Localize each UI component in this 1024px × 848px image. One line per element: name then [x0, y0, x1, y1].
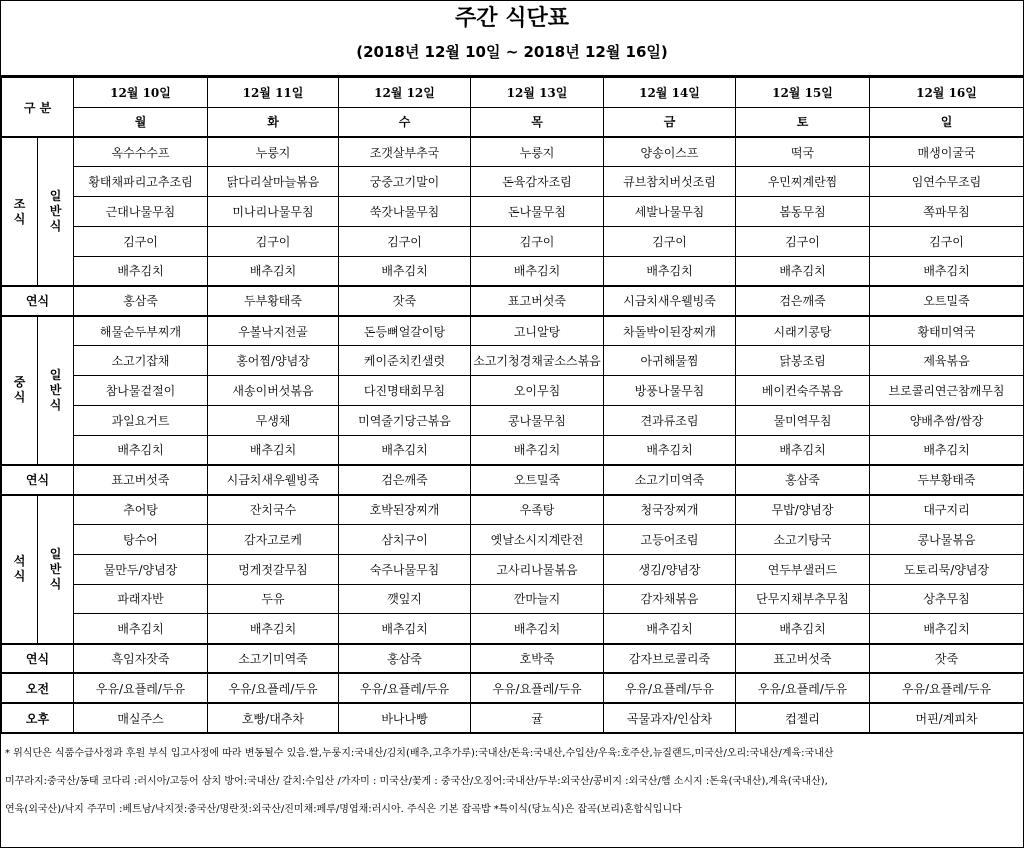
- menu-item: 감자고로케: [208, 524, 339, 554]
- menu-item: 배추김치: [74, 435, 208, 465]
- soft-label: 연식: [2, 465, 74, 495]
- menu-item: 김구이: [74, 226, 208, 256]
- soft-label: 연식: [2, 286, 74, 316]
- soft-item: 홍삼죽: [736, 465, 870, 495]
- pm-snack-item: 매실주스: [74, 703, 208, 733]
- menu-item: 소고기청경채굴소스볶음: [471, 346, 604, 376]
- day-header: 토: [736, 107, 870, 137]
- label-char: 식: [49, 576, 62, 591]
- menu-item: 김구이: [208, 226, 339, 256]
- pm-snack-item: 호빵/대추차: [208, 703, 339, 733]
- menu-item: 배추김치: [208, 614, 339, 644]
- menu-item: 배추김치: [604, 256, 736, 286]
- menu-item: 쑥갓나물무침: [339, 197, 471, 227]
- menu-item: 배추김치: [870, 435, 1024, 465]
- menu-item: 해물순두부찌개: [74, 316, 208, 346]
- pm-snack-item: 바나나빵: [339, 703, 471, 733]
- page-title: 주간 식단표: [455, 6, 569, 31]
- menu-item: 소고기탕국: [736, 524, 870, 554]
- menu-item: 케이준치킨샐럿: [339, 346, 471, 376]
- menu-item: 황태미역국: [870, 316, 1024, 346]
- menu-item: 김구이: [471, 226, 604, 256]
- pm-snack-item: 귤: [471, 703, 604, 733]
- label-char: 석: [13, 554, 26, 569]
- menu-item: 배추김치: [870, 256, 1024, 286]
- menu-item: 고사리나물볶음: [471, 554, 604, 584]
- soft-item: 두부황태죽: [870, 465, 1024, 495]
- menu-item: 배추김치: [208, 256, 339, 286]
- menu-item: 방풍나물무침: [604, 375, 736, 405]
- menu-item: 단무지채부추무침: [736, 584, 870, 614]
- menu-item: 김구이: [736, 226, 870, 256]
- menu-item: 돈나물무침: [471, 197, 604, 227]
- am-snack-label: 오전: [2, 673, 74, 703]
- menu-item: 청국장찌개: [604, 495, 736, 525]
- day-header: 목: [471, 107, 604, 137]
- label-char: 조: [13, 196, 26, 211]
- soft-item: 검은깨죽: [736, 286, 870, 316]
- menu-item: 제육볶음: [870, 346, 1024, 376]
- menu-item: 잔치국수: [208, 495, 339, 525]
- menu-item: 임연수무조림: [870, 167, 1024, 197]
- menu-item: 호박된장찌개: [339, 495, 471, 525]
- am-snack-item: 우유/요플레/두유: [604, 673, 736, 703]
- menu-item: 도토리묵/양념장: [870, 554, 1024, 584]
- menu-item: 배추김치: [339, 435, 471, 465]
- menu-item: 참나물겉절이: [74, 375, 208, 405]
- label-char: 식: [13, 569, 26, 584]
- label-char: 일: [49, 367, 62, 382]
- menu-item: 매생이굴국: [870, 137, 1024, 167]
- date-header: 12월 10일: [74, 78, 208, 108]
- menu-item: 물미역무침: [736, 405, 870, 435]
- menu-item: 누룽지: [208, 137, 339, 167]
- pm-snack-item: 곡물과자/인삼차: [604, 703, 736, 733]
- label-char: 식: [49, 397, 62, 412]
- am-snack-item: 우유/요플레/두유: [208, 673, 339, 703]
- am-snack-item: 우유/요플레/두유: [870, 673, 1024, 703]
- day-header: 월: [74, 107, 208, 137]
- general-label: [38, 495, 74, 644]
- soft-label: 연식: [2, 644, 74, 674]
- menu-item: 오이무침: [471, 375, 604, 405]
- label-char: 일: [49, 189, 62, 204]
- soft-item: 표고버섯죽: [471, 286, 604, 316]
- menu-item: 고등어조림: [604, 524, 736, 554]
- menu-item: 깐마늘지: [471, 584, 604, 614]
- pm-snack-label: 오후: [2, 703, 74, 733]
- menu-item: 배추김치: [74, 614, 208, 644]
- soft-item: 표고버섯죽: [74, 465, 208, 495]
- soft-item: 호박죽: [471, 644, 604, 674]
- label-char: 반: [49, 204, 62, 219]
- menu-item: 근대나물무침: [74, 197, 208, 227]
- menu-item: 궁중고기말이: [339, 167, 471, 197]
- menu-item: 우족탕: [471, 495, 604, 525]
- menu-item: 떡국: [736, 137, 870, 167]
- soft-item: 감자브로콜리죽: [604, 644, 736, 674]
- soft-item: 소고기미역죽: [604, 465, 736, 495]
- label-char: 식: [13, 211, 26, 226]
- menu-item: 배추김치: [870, 614, 1024, 644]
- date-header: 12월 15일: [736, 78, 870, 108]
- soft-item: 홍삼죽: [339, 644, 471, 674]
- menu-item: 새송이버섯볶음: [208, 375, 339, 405]
- label-char: 식: [13, 390, 26, 405]
- menu-item: 양배추쌈/쌈장: [870, 405, 1024, 435]
- menu-item: 멍게젓갈무침: [208, 554, 339, 584]
- menu-item: 옥수수수프: [74, 137, 208, 167]
- menu-item: 배추김치: [471, 256, 604, 286]
- soft-item: 잣죽: [339, 286, 471, 316]
- menu-item: 황태채파리고추조림: [74, 167, 208, 197]
- note-line: 연육(외국산)/낙지 주꾸미 :베트남/낙지젓:중국산/명란젓:외국산/진미채:페루/명엽채:러시아. 주식은 기본 잡곡밥 *특이식(당뇨식)은 잡곡(보리)혼합식입니다: [5, 804, 682, 816]
- menu-item: 무밥/양념장: [736, 495, 870, 525]
- menu-item: 배추김치: [74, 256, 208, 286]
- menu-item: 물만두/양념장: [74, 554, 208, 584]
- menu-item: 배추김치: [471, 435, 604, 465]
- menu-item: 배추김치: [736, 435, 870, 465]
- menu-item: 콩나물볶음: [870, 524, 1024, 554]
- menu-item: 큐브참치버섯조림: [604, 167, 736, 197]
- soft-item: 소고기미역죽: [208, 644, 339, 674]
- soft-item: 시금치새우웰빙죽: [208, 465, 339, 495]
- menu-item: 콩나물무침: [471, 405, 604, 435]
- menu-item: 배추김치: [471, 614, 604, 644]
- menu-item: 시래기콩탕: [736, 316, 870, 346]
- label-char: 반: [49, 561, 62, 576]
- date-header: 12월 13일: [471, 78, 604, 108]
- menu-item: 배추김치: [736, 256, 870, 286]
- menu-item: 봄동무침: [736, 197, 870, 227]
- menu-item: 숙주나물무침: [339, 554, 471, 584]
- menu-item: 닭봉조림: [736, 346, 870, 376]
- am-snack-item: 우유/요플레/두유: [74, 673, 208, 703]
- menu-item: 돈육감자조림: [471, 167, 604, 197]
- soft-item: 두부황태죽: [208, 286, 339, 316]
- pm-snack-item: 머핀/계피차: [870, 703, 1024, 733]
- date-header: 12월 11일: [208, 78, 339, 108]
- menu-item: 옛날소시지계란전: [471, 524, 604, 554]
- pm-snack-item: 컵젤리: [736, 703, 870, 733]
- soft-item: 흑임자잣죽: [74, 644, 208, 674]
- menu-item: 연두부샐러드: [736, 554, 870, 584]
- menu-item: 베이컨숙주볶음: [736, 375, 870, 405]
- menu-item: 우볼낙지전골: [208, 316, 339, 346]
- menu-item: 감자채볶음: [604, 584, 736, 614]
- menu-item: 닭다리살마늘볶음: [208, 167, 339, 197]
- day-header: 금: [604, 107, 736, 137]
- lunch-label: [2, 316, 38, 465]
- soft-item: 오트밀죽: [471, 465, 604, 495]
- label-char: 중: [13, 375, 26, 390]
- general-label: [38, 137, 74, 286]
- menu-item: 우민찌계란찜: [736, 167, 870, 197]
- menu-item: 양송이스프: [604, 137, 736, 167]
- menu-item: 돈등뼈얼갈이탕: [339, 316, 471, 346]
- day-header: 화: [208, 107, 339, 137]
- soft-item: 표고버섯죽: [736, 644, 870, 674]
- note-line: 미꾸라지:중국산/동태 코다리 :러시아/고등어 삼치 방어:국내산/ 갈치:수입산 /가자미 : 미국산/꽃게 : 중국산/오징어:국내산/두부:외국산/콩비지 :외국산/햄 소시지 :돈육(국내산),계육(국내산),: [5, 776, 828, 788]
- soft-item: 시금치새우웰빙죽: [604, 286, 736, 316]
- am-snack-item: 우유/요플레/두유: [471, 673, 604, 703]
- menu-item: 대구지리: [870, 495, 1024, 525]
- note-line: * 위식단은 식품수급사정과 후원 부식 입고사정에 따라 변동될수 있음.쌀,누룽지:국내산/김치(배추,고추가루):국내산/돈육:국내산,수입산/우육:호주산,뉴질랜드,미국산/오리:국내산/계육:국내산: [5, 748, 834, 760]
- menu-item: 삼치구이: [339, 524, 471, 554]
- am-snack-item: 우유/요플레/두유: [736, 673, 870, 703]
- soft-item: 홍삼죽: [74, 286, 208, 316]
- menu-item: 두유: [208, 584, 339, 614]
- date-header: 12월 16일: [870, 78, 1024, 108]
- menu-item: 배추김치: [604, 435, 736, 465]
- day-header: 일: [870, 107, 1024, 137]
- general-label: [38, 316, 74, 465]
- label-char: 반: [49, 382, 62, 397]
- breakfast-label: [2, 137, 38, 286]
- menu-item: 생김/양념장: [604, 554, 736, 584]
- menu-item: 배추김치: [604, 614, 736, 644]
- menu-table: [1, 77, 1024, 734]
- dinner-label: [2, 495, 38, 644]
- date-header: 12월 14일: [604, 78, 736, 108]
- label-char: 일: [49, 546, 62, 561]
- menu-item: 고니알탕: [471, 316, 604, 346]
- gubun-header: 구 분: [2, 78, 74, 138]
- menu-item: 조갯살부추국: [339, 137, 471, 167]
- menu-item: 배추김치: [339, 256, 471, 286]
- menu-item: 세발나물무침: [604, 197, 736, 227]
- menu-item: 소고기잡채: [74, 346, 208, 376]
- soft-item: 잣죽: [870, 644, 1024, 674]
- menu-item: 다진명태회무침: [339, 375, 471, 405]
- menu-item: 브로콜리연근참깨무침: [870, 375, 1024, 405]
- menu-item: 추어탕: [74, 495, 208, 525]
- menu-item: 김구이: [339, 226, 471, 256]
- menu-item: 배추김치: [736, 614, 870, 644]
- day-header: 수: [339, 107, 471, 137]
- menu-item: 배추김치: [208, 435, 339, 465]
- menu-item: 배추김치: [339, 614, 471, 644]
- menu-item: 과일요거트: [74, 405, 208, 435]
- menu-item: 깻잎지: [339, 584, 471, 614]
- menu-item: 무생채: [208, 405, 339, 435]
- menu-item: 김구이: [604, 226, 736, 256]
- menu-item: 견과류조림: [604, 405, 736, 435]
- date-header: 12월 12일: [339, 78, 471, 108]
- menu-item: 아귀해물찜: [604, 346, 736, 376]
- notes: [1, 734, 1023, 830]
- am-snack-item: 우유/요플레/두유: [339, 673, 471, 703]
- label-char: 식: [49, 219, 62, 234]
- menu-item: 파래자반: [74, 584, 208, 614]
- date-range: (2018년 12월 10일 ~ 2018년 12월 16일): [1, 37, 1023, 77]
- menu-item: 상추무침: [870, 584, 1024, 614]
- menu-item: 홍어찜/양념장: [208, 346, 339, 376]
- soft-item: 검은깨죽: [339, 465, 471, 495]
- menu-item: 미역줄기당근볶음: [339, 405, 471, 435]
- menu-item: 누룽지: [471, 137, 604, 167]
- menu-item: 미나리나물무침: [208, 197, 339, 227]
- menu-item: 탕수어: [74, 524, 208, 554]
- soft-item: 오트밀죽: [870, 286, 1024, 316]
- menu-item: 차돌박이된장찌개: [604, 316, 736, 346]
- menu-item: 김구이: [870, 226, 1024, 256]
- menu-item: 쪽파무침: [870, 197, 1024, 227]
